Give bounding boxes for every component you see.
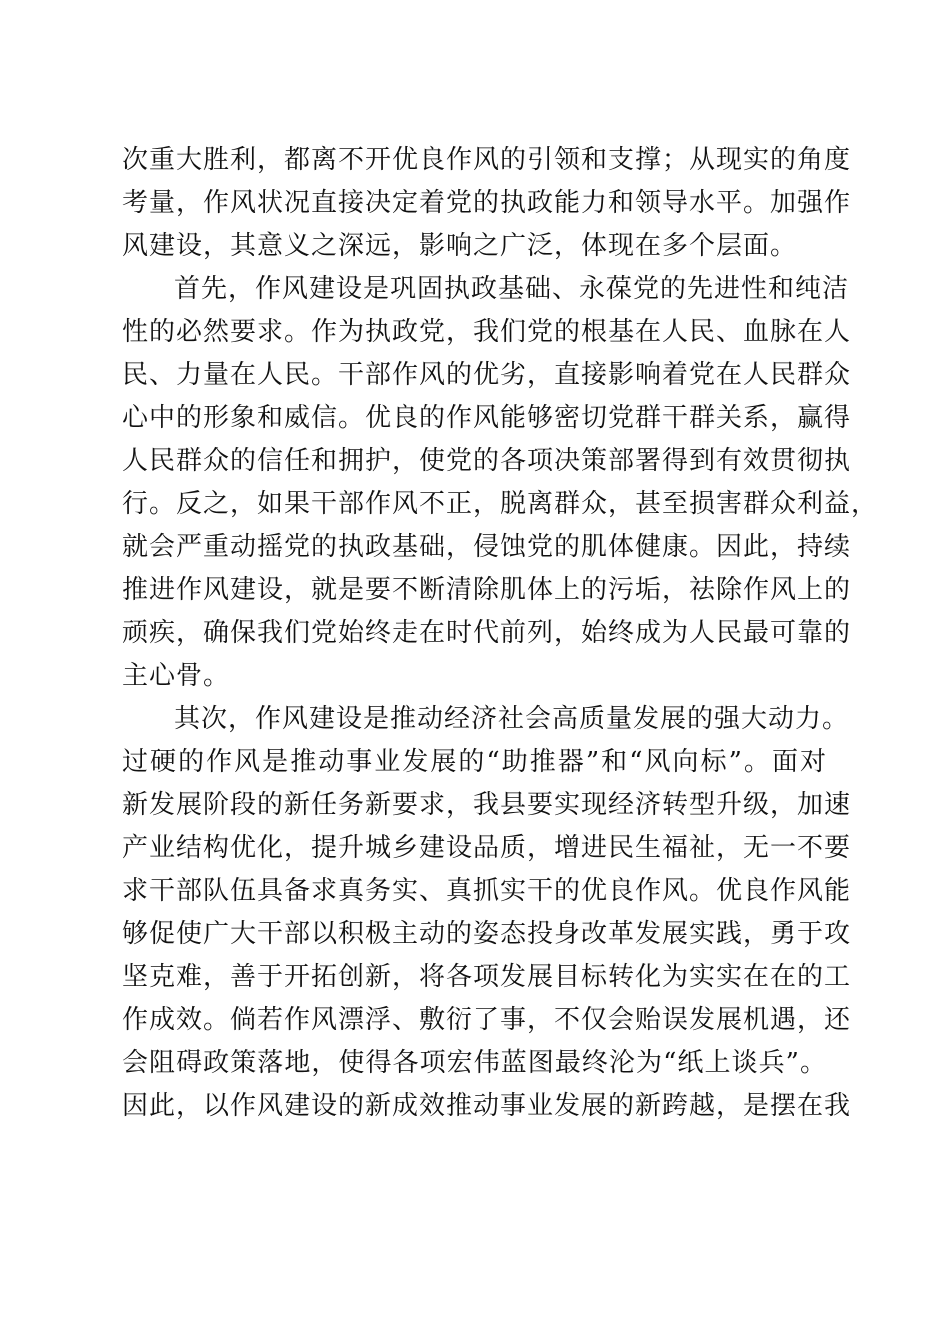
text-line: 主心骨。 bbox=[122, 661, 231, 691]
text-line: 够促使广大干部以积极主动的姿态投身改革发展实践，勇于攻 bbox=[122, 919, 852, 949]
text-line: 考量，作风状况直接决定着党的执政能力和领导水平。加强作 bbox=[122, 188, 852, 218]
text-line: 坚克难，善于开拓创新，将各项发展目标转化为实实在在的工 bbox=[122, 962, 852, 992]
text-line: 人民群众的信任和拥护，使党的各项决策部署得到有效贯彻执 bbox=[122, 446, 852, 476]
text-line: 顽疾，确保我们党始终走在时代前列，始终成为人民最可靠的 bbox=[122, 618, 852, 648]
text-line: 民、力量在人民。干部作风的优劣，直接影响着党在人民群众 bbox=[122, 360, 852, 390]
text-line: 产业结构优化，提升城乡建设品质，增进民生福祉，无一不要 bbox=[122, 833, 852, 863]
text-line: 推进作风建设，就是要不断清除肌体上的污垢，祛除作风上的 bbox=[122, 575, 852, 605]
paragraph-first-line: 其次，作风建设是推动经济社会高质量发展的强大动力。 bbox=[174, 704, 850, 734]
text-line: 性的必然要求。作为执政党，我们党的根基在人民、血脉在人 bbox=[122, 317, 852, 347]
text-line: 会阻碍政策落地，使得各项宏伟蓝图最终沦为“纸上谈兵”。 bbox=[122, 1048, 827, 1078]
text-line: 过硬的作风是推动事业发展的“助推器”和“风向标”。面对 bbox=[122, 747, 827, 777]
text-line: 就会严重动摇党的执政基础，侵蚀党的肌体健康。因此，持续 bbox=[122, 532, 852, 562]
paragraph-first-line: 首先，作风建设是巩固执政基础、永葆党的先进性和纯洁 bbox=[174, 274, 850, 304]
text-line: 次重大胜利，都离不开优良作风的引领和支撑；从现实的角度 bbox=[122, 145, 852, 175]
text-line: 新发展阶段的新任务新要求，我县要实现经济转型升级，加速 bbox=[122, 790, 852, 820]
text-line: 心中的形象和威信。优良的作风能够密切党群干群关系，赢得 bbox=[122, 403, 852, 433]
text-line: 求干部队伍具备求真务实、真抓实干的优良作风。优良作风能 bbox=[122, 876, 852, 906]
text-line: 风建设，其意义之深远，影响之广泛，体现在多个层面。 bbox=[122, 231, 798, 261]
text-line: 作成效。倘若作风漂浮、敷衍了事，不仅会贻误发展机遇，还 bbox=[122, 1005, 852, 1035]
text-line: 因此，以作风建设的新成效推动事业发展的新跨越，是摆在我 bbox=[122, 1091, 852, 1121]
text-line: 行。反之，如果干部作风不正，脱离群众，甚至损害群众利益， bbox=[122, 489, 879, 519]
